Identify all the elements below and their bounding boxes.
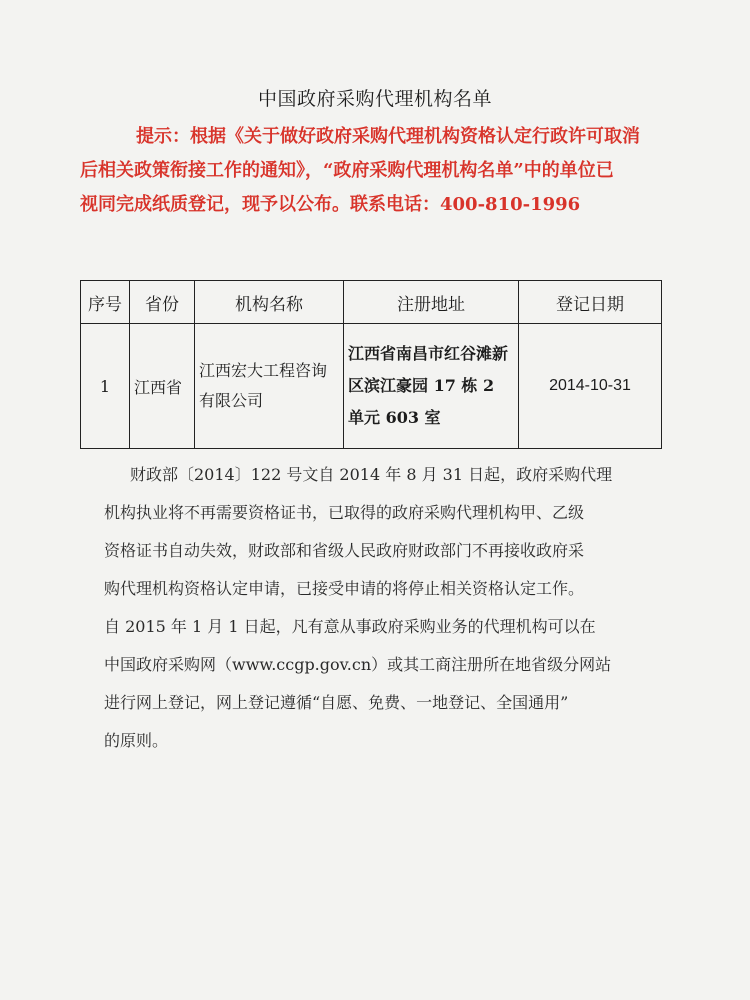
- notice-block: [80, 120, 680, 222]
- cell-address: 江西省南昌市红谷滩新区滨江豪园 17 栋 2 单元 603 室: [344, 324, 519, 449]
- body-line: 进行网上登记，网上登记遵循“自愿、免费、一地登记、全国通用”: [104, 693, 569, 712]
- header-index: 序号: [81, 281, 130, 324]
- notice-line: 视同完成纸质登记，现予以公布。联系电话：400-810-1996: [80, 194, 581, 215]
- body-paragraph: [104, 456, 664, 760]
- body-line: 自 2015 年 1 月 1 日起，凡有意从事政府采购业务的代理机构可以在: [104, 617, 596, 636]
- header-date: 登记日期: [519, 281, 662, 324]
- notice-line: 提示：根据《关于做好政府采购代理机构资格认定行政许可取消: [136, 126, 640, 147]
- cell-name: 江西宏大工程咨询有限公司: [195, 324, 344, 449]
- header-address: 注册地址: [344, 281, 519, 324]
- cell-province: 江西省: [130, 324, 195, 449]
- body-line: 财政部〔2014〕122 号文自 2014 年 8 月 31 日起，政府采购代理: [130, 465, 613, 484]
- document-title: 中国政府采购代理机构名单: [257, 88, 492, 110]
- body-line: 中国政府采购网（www.ccgp.gov.cn）或其工商注册所在地省级分网站: [104, 655, 612, 674]
- body-line: 购代理机构资格认定申请，已接受申请的将停止相关资格认定工作。: [104, 579, 585, 598]
- table-header-row: [81, 281, 662, 324]
- notice-line: 后相关政策衔接工作的通知》，“政府采购代理机构名单”中的单位已: [80, 160, 614, 181]
- table-row: [81, 324, 662, 449]
- body-line: 机构执业将不再需要资格证书，已取得的政府采购代理机构甲、乙级: [104, 503, 585, 522]
- header-name: 机构名称: [195, 281, 344, 324]
- cell-date: 2014-10-31: [519, 324, 662, 449]
- cell-index: 1: [81, 324, 130, 449]
- header-province: 省份: [130, 281, 195, 324]
- body-line: 资格证书自动失效，财政部和省级人民政府财政部门不再接收政府采: [104, 541, 585, 560]
- registration-table: [80, 280, 662, 449]
- body-line: 的原则。: [104, 731, 169, 750]
